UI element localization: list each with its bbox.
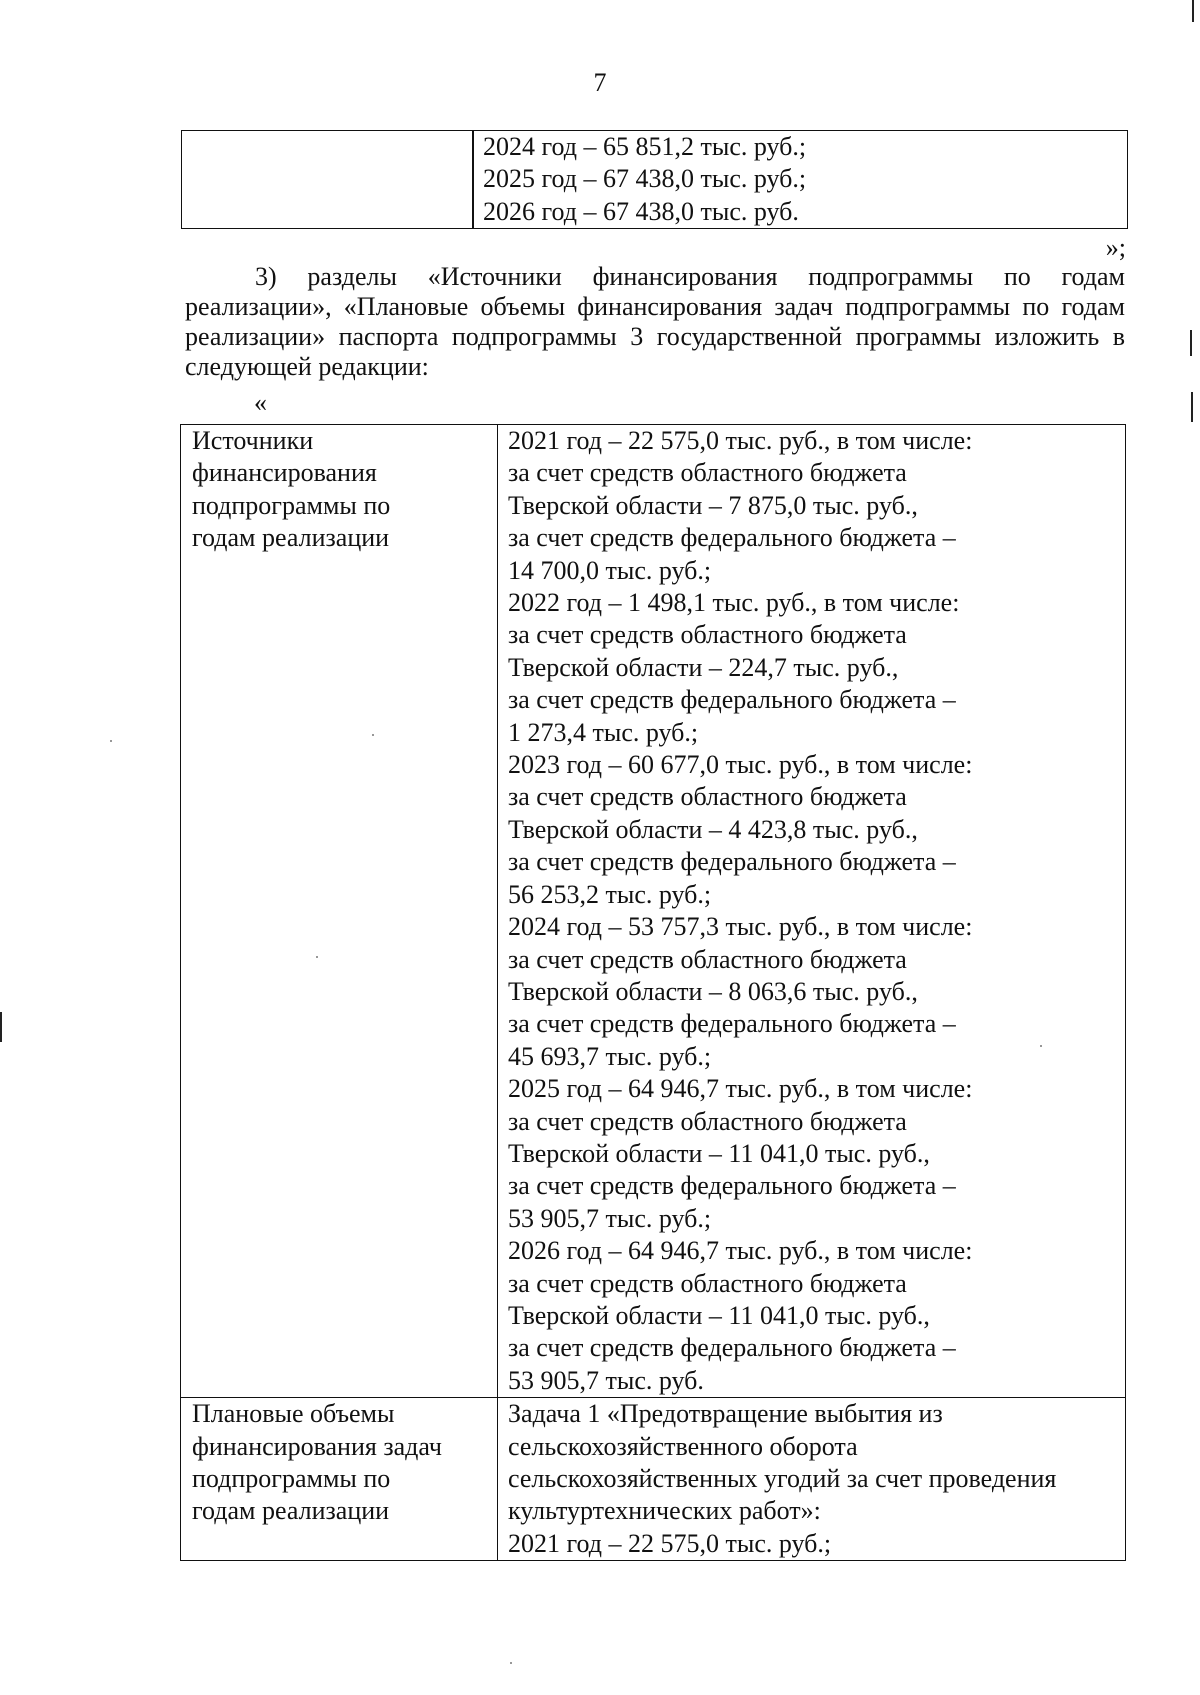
value-line: Тверской области – 8 063,6 тыс. руб.,: [508, 976, 918, 1006]
value-cell: [473, 131, 1128, 229]
value-line: Тверской области – 224,7 тыс. руб.,: [508, 652, 899, 682]
value-line: 2021 год – 22 575,0 тыс. руб., в том числе:: [508, 426, 973, 455]
value-line: 2024 год – 53 757,3 тыс. руб., в том числе:: [508, 912, 973, 942]
value-line: за счет средств федерального бюджета –: [508, 1009, 956, 1039]
empty-label-cell: [182, 131, 474, 229]
value-line: Тверской области – 11 041,0 тыс. руб.,: [508, 1138, 930, 1168]
value-line: за счет средств областного бюджета: [508, 1268, 907, 1298]
funding-line: 2025 год – 67 438,0 тыс. руб.;: [483, 164, 807, 194]
planned-volumes-label-cell: [181, 1398, 498, 1561]
value-line: сельскохозяйственного оборота: [508, 1431, 858, 1461]
value-line: 56 253,2 тыс. руб.;: [508, 879, 712, 909]
sources-value-cell: [498, 425, 1126, 1398]
value-line: за счет средств областного бюджета: [508, 944, 907, 974]
value-line: за счет средств областного бюджета: [508, 458, 907, 488]
label-line: годам реализации: [192, 1496, 390, 1526]
scan-speck: [110, 740, 112, 742]
label-line: финансирования: [192, 458, 377, 488]
scan-speck: [316, 956, 318, 958]
subprogram-funding-table: [180, 424, 1126, 1561]
value-line: 14 700,0 тыс. руб.;: [508, 555, 712, 585]
value-line: за счет средств областного бюджета: [508, 1106, 907, 1136]
table-row: [182, 131, 1128, 229]
table-row: [181, 1398, 1126, 1561]
scan-speck: [510, 1662, 512, 1664]
value-line: за счет средств федерального бюджета –: [508, 523, 956, 553]
value-line: 2026 год – 64 946,7 тыс. руб., в том числе:: [508, 1236, 973, 1266]
value-line: за счет средств федерального бюджета –: [508, 685, 956, 715]
value-line: 2025 год – 64 946,7 тыс. руб., в том числе:: [508, 1074, 973, 1104]
opening-quote: «: [254, 388, 267, 417]
label-line: годам реализации: [192, 523, 390, 553]
table-row: [181, 425, 1126, 1398]
label-line: подпрограммы по: [192, 490, 391, 520]
value-line: 53 905,7 тыс. руб.;: [508, 1203, 712, 1233]
value-line: 45 693,7 тыс. руб.;: [508, 1041, 712, 1071]
value-line: 1 273,4 тыс. руб.;: [508, 717, 699, 747]
value-line: 2021 год – 22 575,0 тыс. руб.;: [508, 1528, 832, 1558]
closing-quote: »;: [1105, 233, 1126, 262]
value-line: 53 905,7 тыс. руб.: [508, 1365, 704, 1395]
value-line: за счет средств федерального бюджета –: [508, 1171, 956, 1201]
planned-volumes-value-cell: [498, 1398, 1126, 1561]
scan-edge-mark: [1190, 330, 1192, 356]
paragraph-text: 3) разделы «Источники финансирования подпрограммы по годам реализации», «Плановые объемы финансирования задач подпрограммы по годам реализации» паспорта подпрограммы 3 государственной программы изложить в следующей редакции:: [185, 262, 1125, 381]
funding-line: 2024 год – 65 851,2 тыс. руб.;: [483, 132, 807, 161]
value-line: Задача 1 «Предотвращение выбытия из: [508, 1399, 943, 1429]
value-line: за счет средств федерального бюджета –: [508, 847, 956, 877]
value-line: Тверской области – 4 423,8 тыс. руб.,: [508, 814, 918, 844]
scan-edge-mark: [1191, 392, 1193, 422]
value-line: за счет средств областного бюджета: [508, 782, 907, 812]
amendment-paragraph: [185, 262, 1125, 382]
scan-speck: [1040, 1045, 1042, 1047]
label-line: финансирования задач: [192, 1431, 442, 1461]
page-number: 7: [593, 68, 607, 97]
label-line: Плановые объемы: [192, 1399, 395, 1429]
value-line: культуртехнических работ»:: [508, 1496, 821, 1526]
value-line: за счет средств федерального бюджета –: [508, 1333, 956, 1363]
scan-edge-mark: [0, 1012, 2, 1042]
sources-label-cell: [181, 425, 498, 1398]
value-line: Тверской области – 7 875,0 тыс. руб.,: [508, 490, 918, 520]
value-line: сельскохозяйственных угодий за счет проведения: [508, 1464, 1057, 1493]
scan-speck: [372, 734, 374, 736]
label-line: подпрограммы по: [192, 1464, 391, 1493]
scan-edge-mark: [1192, 0, 1194, 22]
funding-line: 2026 год – 67 438,0 тыс. руб.: [483, 196, 799, 226]
label-line: Источники: [192, 426, 314, 455]
value-line: Тверской области – 11 041,0 тыс. руб.,: [508, 1300, 930, 1330]
value-line: за счет средств областного бюджета: [508, 620, 907, 650]
value-line: 2023 год – 60 677,0 тыс. руб., в том числе:: [508, 750, 973, 780]
top-funding-table: [181, 130, 1128, 229]
value-line: 2022 год – 1 498,1 тыс. руб., в том числе:: [508, 588, 960, 618]
